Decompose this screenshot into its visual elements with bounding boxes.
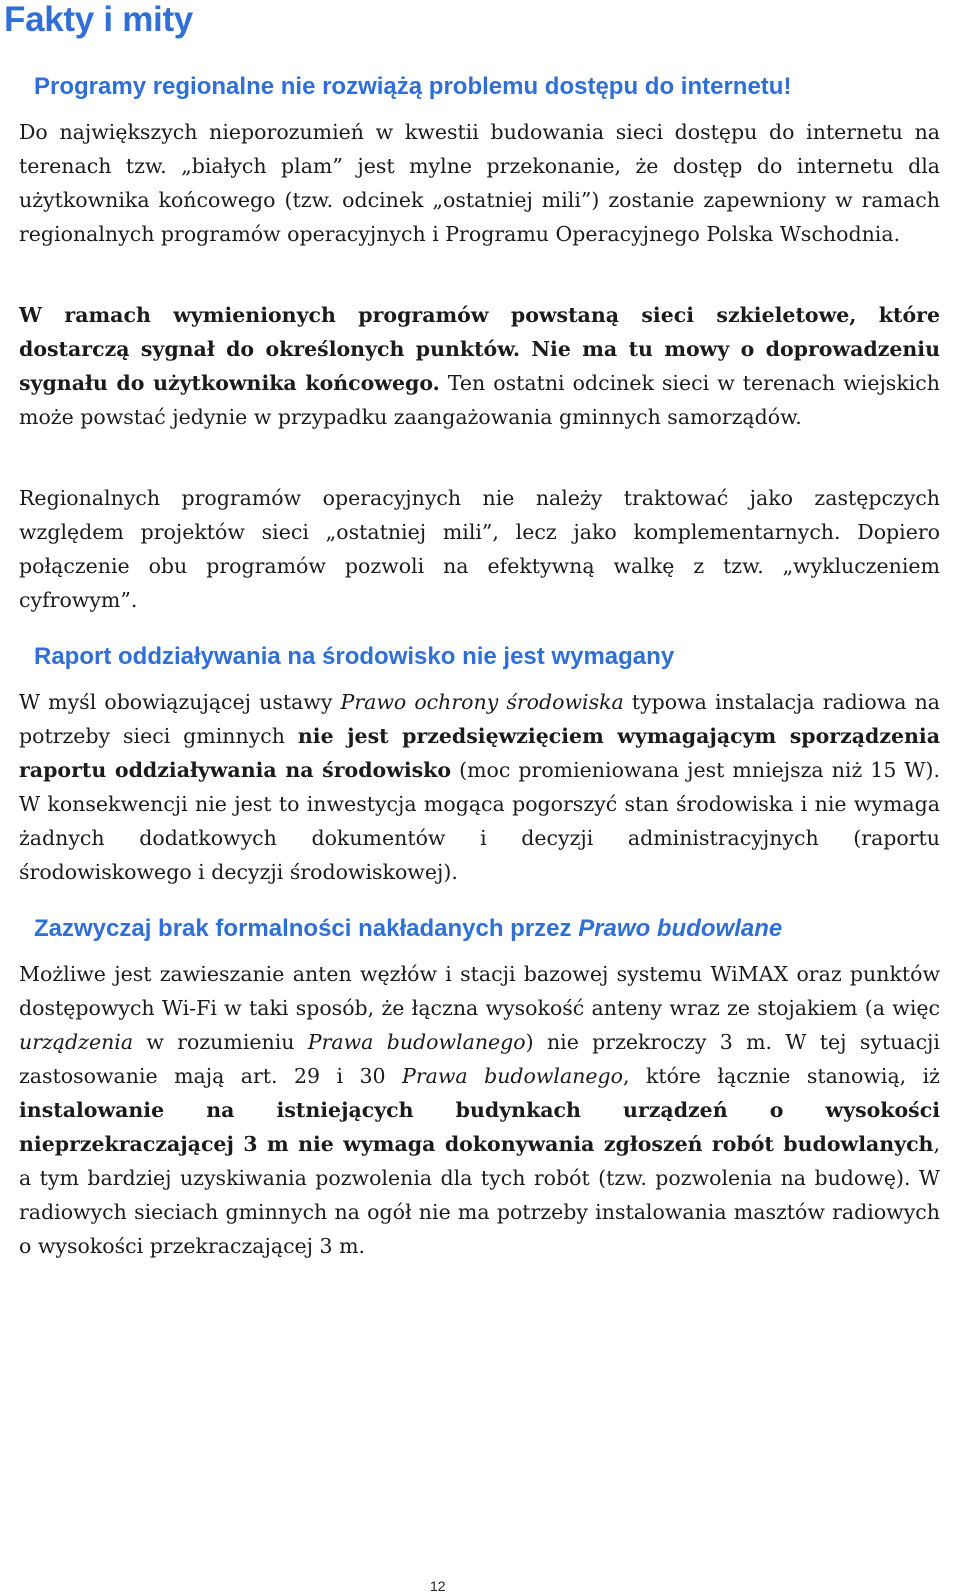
paragraph-misconception [19,115,940,251]
paragraph-bold-text: instalowanie na istniejących budynkach urządzeń o wysokości nieprzekraczającej 3 m nie wymaga dokonywania zgłoszeń robót budowlanych [19,1098,940,1156]
paragraph-text: , a tym bardziej uzyskiwania pozwolenia dla tych robót (tzw. pozwolenia na budowę). W radiowych sieciach gminnych na ogół nie ma potrzeby instalowania masztów radiowych o wysokości przekraczającej 3 m. [19,1132,940,1258]
paragraph-text: Regionalnych programów operacyjnych nie należy traktować jako zastępczych względem projektów sieci „ostatniej mili”, lecz jako komplementarnych. Dopiero połączenie obu programów pozwoli na efektywną walkę z tzw. „wykluczeniem cyfrowym”. [19,486,940,612]
paragraph-text: ) nie przekroczy 3 m. W tej sytuacji zastosowanie mają art. 29 i 30 [19,1030,940,1088]
section-heading-construction-law [34,914,782,944]
section-heading-environment-report: Raport oddziaływania na środowisko nie jest wymagany [34,643,675,670]
paragraph-text: Ten ostatni odcinek sieci w terenach wiejskich może powstać jedynie w przypadku zaangażowania gminnych samorządów. [19,371,940,429]
paragraph-text: Do największych nieporozumień w kwestii budowania sieci dostępu do internetu na terenach tzw. „białych plam” jest mylne przekonanie, że dostęp do internetu dla użytkownika końcowego (tzw. odcinek „ostatniej mili”) zostanie zapewniony w ramach regionalnych programów operacyjnych i Programu Operacyjnego Polska Wschodnia. [19,120,940,246]
paragraph-text: typowa instalacja radiowa na potrzeby sieci gminnych [19,690,940,748]
paragraph-text: W myśl obowiązującej ustawy [19,690,341,714]
paragraph-italic-text: Prawa budowlanego [307,1030,526,1054]
paragraph-italic-text: urządzenia [19,1030,134,1054]
paragraph-text: Możliwe jest zawieszanie anten węzłów i stacji bazowej systemu WiMAX oraz punktów dostępowych Wi-Fi w taki sposób, że łączna wysokość anteny wraz ze stojakiem (a więc [19,962,940,1020]
paragraph-text: w rozumieniu [133,1030,308,1054]
paragraph-text: (moc promieniowana jest mniejsza niż 15 W). W konsekwencji nie jest to inwestycja mogąca pogorszyć stan środowiska i nie wymaga żadnych dodatkowych dokumentów i decyzji administracyjnych (raportu środowiskowego i decyzji środowiskowej). [19,758,940,884]
section-heading-regional-programs: Programy regionalne nie rozwiążą problemu dostępu do internetu! [34,73,792,100]
paragraph-italic-text: Prawo ochrony środowiska [340,690,624,714]
paragraph-bold-text: nie jest przedsięwzięciem wymagającym sporządzenia raportu oddziaływania na środowisko [19,724,940,782]
heading-italic-text: Prawo budowlane [578,915,783,942]
heading-text: Zazwyczaj brak formalności nakładanych przez [34,915,579,942]
page-title: Fakty i mity [4,0,193,39]
paragraph-environment-law [19,685,940,889]
paragraph-bold-text: W ramach wymienionych programów powstaną sieci szkieletowe, które dostarczą sygnał do określonych punktów. Nie ma tu mowy o doprowadzeniu sygnału do użytkownika końcowego. [19,303,940,395]
paragraph-complementary-programs [19,481,940,617]
paragraph-text: , które łącznie stanowią, iż [623,1064,940,1088]
page-number: 12 [430,1578,446,1594]
paragraph-italic-text: Prawa budowlanego [402,1064,623,1088]
paragraph-backbone-networks [19,298,940,434]
paragraph-antenna-installation [19,957,940,1263]
